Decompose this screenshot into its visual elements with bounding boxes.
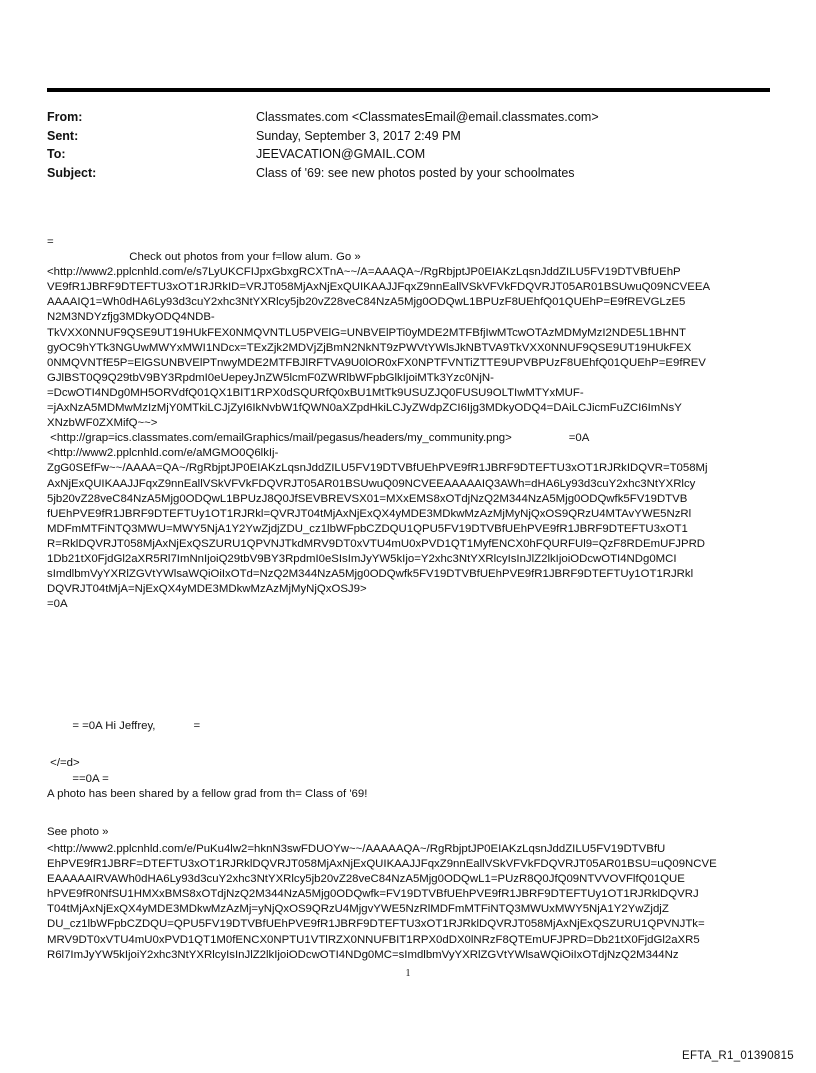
- header-rule: [47, 88, 770, 92]
- see-photo-block: [47, 825, 772, 840]
- body-line: R6l7ImJyYW5kIjoiY2xhc3NtYXRlcyIsInJlZ2lkIjoiODcwOTI4NDg0MC=sImdlbmVyYXRlZGVtYWlsaWQiOiIxOTdjNzQ2M344Nz: [47, 948, 679, 961]
- body-line: AAAAIQ1=Wh0dHA6Ly93d3cuY2xhc3NtYXRlcy5jb20vZ28veC84NzA5Mjg0ODQwL1BPUzF8UEhfQ01QUEhP=E9fREVGLzE5: [47, 296, 686, 309]
- close-tag-line: </=d>: [47, 757, 80, 769]
- body-line: ZgG0SEfFw~~/AAAA=QA~/RgRbjptJP0EIAKzLqsnJddZILU5FV19DTVBfUEhPVE9fR1JBRF9DTEFTU3xOT1RJRkIDQVR=T058Mj: [47, 462, 708, 475]
- body-line: =0A: [47, 598, 68, 611]
- sent-row: [47, 127, 770, 146]
- close-tag-block: [47, 756, 772, 771]
- body-line: AxNjExQUIKAAJJFqxZ9nnEallVSkVFVkFDQVRJT05AR01BSUwuQ09NCVEEAAAAAIQ3AWh=dHA6Ly93d3cuY2xhc3NtYXRlcy: [47, 477, 696, 490]
- body-line: A photo has been shared by a fellow grad from th= Class of '69!: [47, 788, 368, 801]
- body-line: VE9fR1JBRF9DTEFTU3xOT1RJRkID=VRJT058MjAxNjExQUIKAAJJFqxZ9nnEallVSkVFVkFDQVRJT05AR01BSUwuQ09NCVEEA: [47, 281, 711, 294]
- greeting-block: [47, 719, 772, 734]
- body-line: sImdlbmVyYXRlZGVtYWlsaWQiOiIxOTd=NzQ2M344NzA5Mjg0ODQwfk5FV19DTVBfUEhPVE9fR1JBRF9DTEFTUy1OT1RJRkl: [47, 568, 694, 581]
- body-line: =jAxNzA5MDMwMzIzMjY0MTkiLCJjZyI6IkNvbW1fQWN0aXZpdHkiLCJyZWdpZCI6Ijg3MDkyODQ4=DAiLCJicmFuZCI6ImNsY: [47, 402, 682, 415]
- from-row: [47, 108, 770, 127]
- bates-number: EFTA_R1_01390815: [682, 1050, 794, 1062]
- page-number: 1: [405, 968, 411, 979]
- body-line: <http://www2.pplcnhld.com/e/PuKu4lw2=hknN3swFDUOYw~~/AAAAAQA~/RgRbjptJP0EIAKzLqsnJddZILU5FV19DTVBfU: [47, 843, 666, 855]
- to-label: To:: [47, 147, 66, 162]
- email-header: [47, 108, 770, 182]
- subject-value: Class of '69: see new photos posted by your schoolmates: [256, 165, 575, 180]
- body-line: Check out photos from your f=llow alum. Go »: [47, 251, 361, 264]
- body-line: DU_cz1lbWFpbCZDQU=QPU5FV19DTVBfUEhPVE9fR1JBRF9DTEFTU3xOT1RJRklDQVRJT058MjAxNjExQSZURU1QPVNJTk=: [47, 918, 705, 931]
- see-photo-link[interactable]: See photo »: [47, 826, 109, 838]
- body-line: hPVE9fR0NfSU1HMXxBMS8xOTdjNzQ2M344NzA5Mjg0ODQwfk=FV19DTVBfUEhPVE9fR1JBRF9DTEFTUy1OT1RJRklDQVRJ: [47, 888, 699, 901]
- body-line: EAAAAAIRVAWh0dHA6Ly93d3cuY2xhc3NtYXRlcy5jb20vZ28veC84NzA5Mjg0ODQwL1=PUzR8Q0JfQ09NTVVOVFlfQ01QUE: [47, 873, 685, 886]
- body-line: MDFmMTFiNTQ3MWU=MWY5NjA1Y2YwZjdjZDU_cz1lbWFpbCZDQU1QPU5FV19DTVBfUEhPVE9fR1JBRF9DTEFTU3xOT1: [47, 522, 688, 535]
- body-line: <http://grap=ics.classmates.com/emailGraphics/mail/pegasus/headers/my_community.png> =0A: [47, 432, 590, 445]
- body-line: =DcwOTI4NDg0MH5ORVdfQ01QX1BIT1RPX0dSQURfQ0xBU1MtTk9USUZJQ0FUSU9OLTIwMTYxMUF-: [47, 386, 584, 399]
- body-line: 0NMQVNTfE5P=ElGSUNBVElPTnwyMDE2MTFBJlRFTVA9U0lOR0xFX0NPTFVNTiZTTE9UPVBPUzF8UEhfQ01QUEhP=E9fREV: [47, 356, 706, 369]
- body-block-1: [47, 235, 772, 612]
- body-line: N2M3NDYzfjg3MDkyODQ4NDB-: [47, 311, 215, 324]
- body-line: GJlBST0Q9Q29tbV9BY3RpdmI0eUepeyJnZW5lcmF0ZWRlbWFpbGlkIjoiMTk3Yzc0NjN-: [47, 371, 494, 384]
- body-line: 1Db21tX0FjdGl2aXR5Rl7ImNnIjoiQ29tbV9BY3RpdmI0eSIsImJyYW5kIjo=Y2xhc3NtYXRlcyIsInJlZ2lkIjoiODcwOTI4NDg0MCI: [47, 552, 677, 565]
- body-line: <http://www2.pplcnhld.com/e/s7LyUKCFIJpxGbxgRCXTnA~~/A=AAAQA~/RgRbjptJP0EIAKzLqsnJddZILU5FV19DTVBfUEhP: [47, 266, 681, 279]
- body-line: MRV9DT0xVTU4mU0xPVD1QT1M0fENCX0NPTU1VTlRZX0NNUFBIT1RPX0dDX0lNRzF8QTEmUFJPRD=Db21tX0FjdGl2aXR5: [47, 933, 700, 946]
- body-line: =: [47, 236, 54, 248]
- body-line: gyOC9hYTk3NGUwMWYxMWI1NDcx=TExZjk2MDVjZjBmN2NkNT9zPWVtYWlsJkNBTVA9TkVXX0NNUF9QSE9UT19HUkFEX: [47, 341, 692, 354]
- body-line: EhPVE9fR1JBRF=DTEFTU3xOT1RJRklDQVRJT058MjAxNjExQUIKAAJJFqxZ9nnEallVSkVFVkFDQVRJT05AR01BSU=uQ09NCVE: [47, 858, 717, 871]
- body-line: fUEhPVE9fR1JBRF9DTEFTUy1OT1RJRkl=QVRJT04tMjAxNjExQX4yMDE3MDkwMzAzMjMyNjQxOS9QRzU4MTAvYWE5NzRl: [47, 507, 692, 520]
- body-line: <http://www2.pplcnhld.com/e/aMGMO0Q6lkIj-: [47, 447, 279, 460]
- body-block-3: [47, 842, 772, 963]
- body-line: 5jb20vZ28veC84NzA5Mjg0ODQwL1BPUzJ8Q0JfSEVBREVSX01=MXxEMS8xOTdjNzQ2M344NzA5Mjg0ODQwfk5FV19DTVB: [47, 492, 688, 505]
- from-label: From:: [47, 110, 83, 125]
- body-line: TkVXX0NNUF9QSE9UT19HUkFEX0NMQVNTLU5PVElG=UNBVElPTi0yMDE2MTFBfjIwMTcwOTAzMDMyMzI2NDE5L1BHNT: [47, 326, 686, 339]
- subject-label: Subject:: [47, 165, 97, 180]
- body-line: DQVRJT04tMjA=NjExQX4yMDE3MDkwMzAzMjMyNjQxOSJ9>: [47, 583, 367, 596]
- body-line: XNzbWF0ZXMifQ~~>: [47, 417, 158, 430]
- greeting-line: = =0A Hi Jeffrey, =: [47, 720, 201, 732]
- body-line: T04tMjAxNjExQX4yMDE3MDkwMzAzMj=yNjQxOS9QRzU4MjgvYWE5NzRlMDFmMTFiNTQ3MWUxMWY5NjA1Y2YwZjdjZ: [47, 903, 669, 916]
- to-value: JEEVACATION@GMAIL.COM: [256, 147, 426, 162]
- from-value: Classmates.com <ClassmatesEmail@email.classmates.com>: [256, 110, 599, 125]
- body-block-2: [47, 772, 772, 802]
- body-line: ==0A =: [47, 773, 109, 785]
- subject-row: [47, 164, 770, 183]
- sent-label: Sent:: [47, 128, 79, 143]
- to-row: [47, 145, 770, 164]
- body-line: R=RklDQVRJT058MjAxNjExQSZURU1QPVNJTkdMRV9DT0xVTU4mU0xPVD1QT1MyfENCX0hFQURFUl9=QzF8RDEmUFJPRD: [47, 537, 706, 550]
- sent-value: Sunday, September 3, 2017 2:49 PM: [256, 128, 461, 143]
